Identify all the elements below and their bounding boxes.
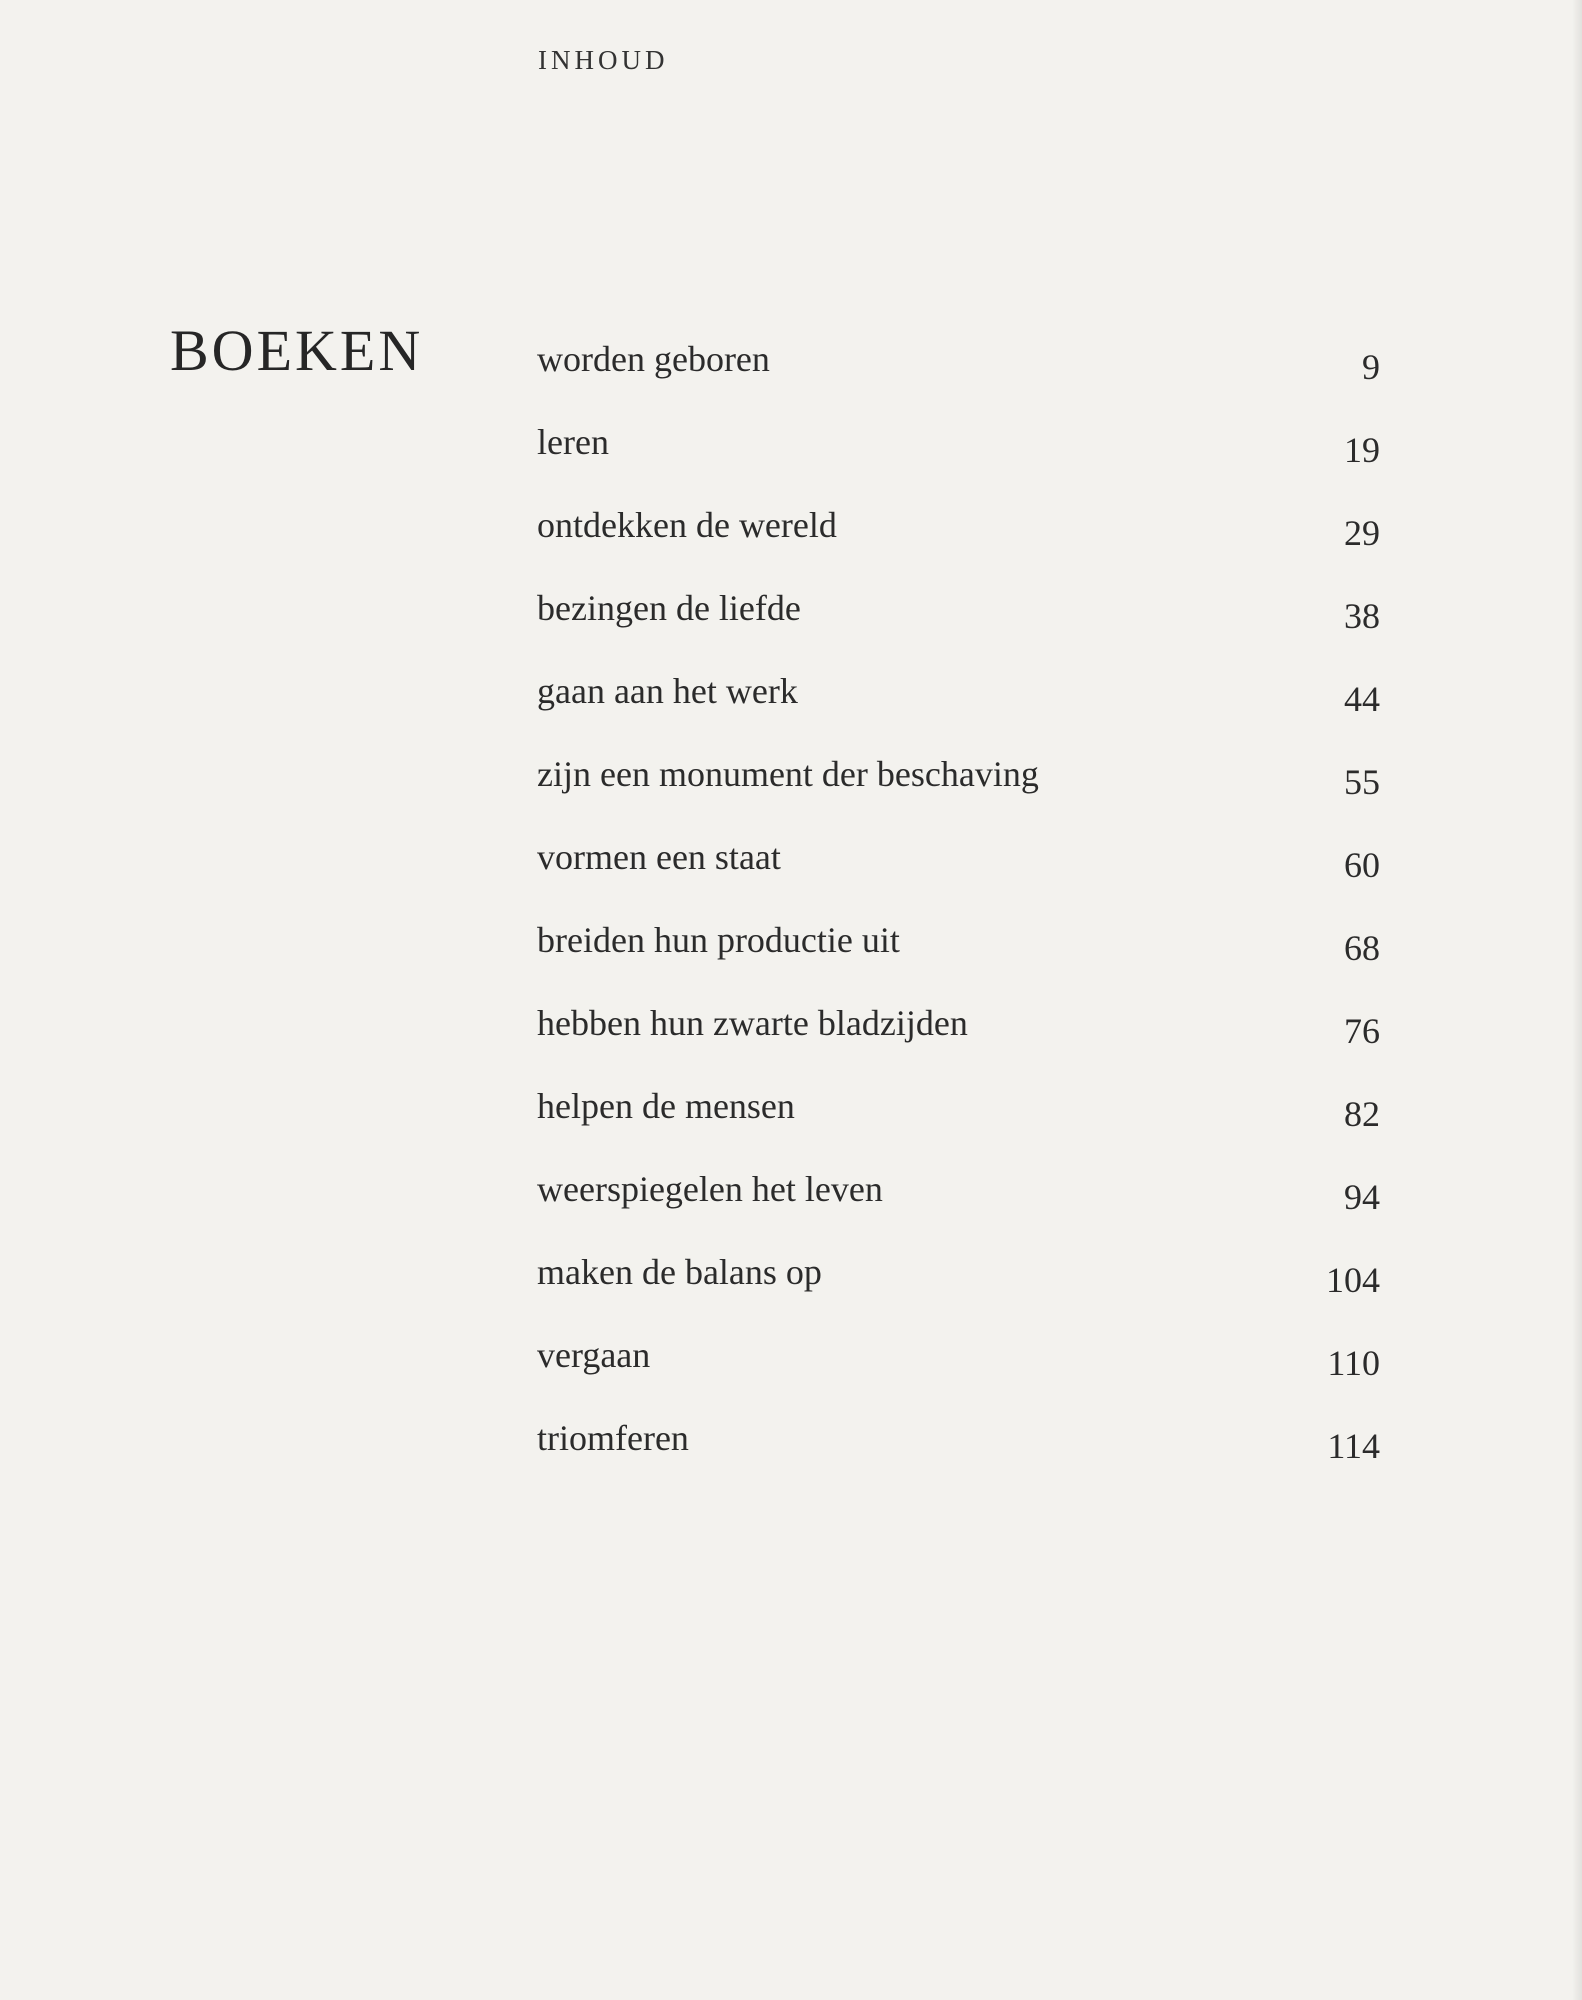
toc-entry-page: 104 bbox=[1326, 1260, 1380, 1300]
toc-entry-page: 94 bbox=[1344, 1177, 1380, 1217]
toc-entry-page: 76 bbox=[1344, 1011, 1380, 1051]
toc-entry-page: 82 bbox=[1344, 1094, 1380, 1134]
toc-entry[interactable] bbox=[537, 336, 1380, 419]
toc-entry[interactable] bbox=[537, 419, 1380, 502]
toc-entry-page: 44 bbox=[1344, 679, 1380, 719]
toc-entry-title: ontdekken de wereld bbox=[537, 505, 837, 545]
toc-entry-title: worden geboren bbox=[537, 339, 770, 379]
toc-entry-title: breiden hun productie uit bbox=[537, 920, 900, 960]
toc-entry-page: 29 bbox=[1344, 513, 1380, 553]
toc-entry-title: hebben hun zwarte bladzijden bbox=[537, 1003, 968, 1043]
table-of-contents bbox=[537, 336, 1380, 1498]
toc-entry[interactable] bbox=[537, 751, 1380, 834]
toc-entry[interactable] bbox=[537, 1332, 1380, 1415]
toc-entry-title: vormen een staat bbox=[537, 837, 781, 877]
toc-entry[interactable] bbox=[537, 1415, 1380, 1498]
toc-entry-page: 60 bbox=[1344, 845, 1380, 885]
running-head: INHOUD bbox=[538, 45, 669, 75]
toc-entry-title: zijn een monument der beschaving bbox=[537, 754, 1039, 794]
toc-entry[interactable] bbox=[537, 668, 1380, 751]
toc-entry[interactable] bbox=[537, 917, 1380, 1000]
section-title: BOEKEN bbox=[170, 318, 424, 383]
toc-entry-title: gaan aan het werk bbox=[537, 671, 798, 711]
toc-entry-page: 114 bbox=[1327, 1426, 1380, 1466]
toc-entry-page: 68 bbox=[1344, 928, 1380, 968]
toc-entry-title: maken de balans op bbox=[537, 1252, 822, 1292]
toc-entry[interactable] bbox=[537, 1000, 1380, 1083]
toc-entry-title: helpen de mensen bbox=[537, 1086, 795, 1126]
toc-entry-title: triomferen bbox=[537, 1418, 689, 1458]
toc-entry-title: weerspiegelen het leven bbox=[537, 1169, 883, 1209]
toc-entry[interactable] bbox=[537, 1083, 1380, 1166]
toc-entry-title: vergaan bbox=[537, 1335, 651, 1375]
toc-entry[interactable] bbox=[537, 1249, 1380, 1332]
toc-entry-page: 55 bbox=[1344, 762, 1380, 802]
toc-entry[interactable] bbox=[537, 1166, 1380, 1249]
toc-entry[interactable] bbox=[537, 502, 1380, 585]
toc-entry-page: 9 bbox=[1362, 347, 1380, 387]
page-edge-shadow bbox=[1572, 0, 1582, 2000]
toc-entry-page: 38 bbox=[1344, 596, 1380, 636]
toc-entry-title: leren bbox=[537, 422, 609, 462]
toc-entry-page: 19 bbox=[1344, 430, 1380, 470]
toc-entry-page: 110 bbox=[1327, 1343, 1380, 1383]
toc-entry[interactable] bbox=[537, 834, 1380, 917]
toc-entry-title: bezingen de liefde bbox=[537, 588, 801, 628]
toc-entry[interactable] bbox=[537, 585, 1380, 668]
